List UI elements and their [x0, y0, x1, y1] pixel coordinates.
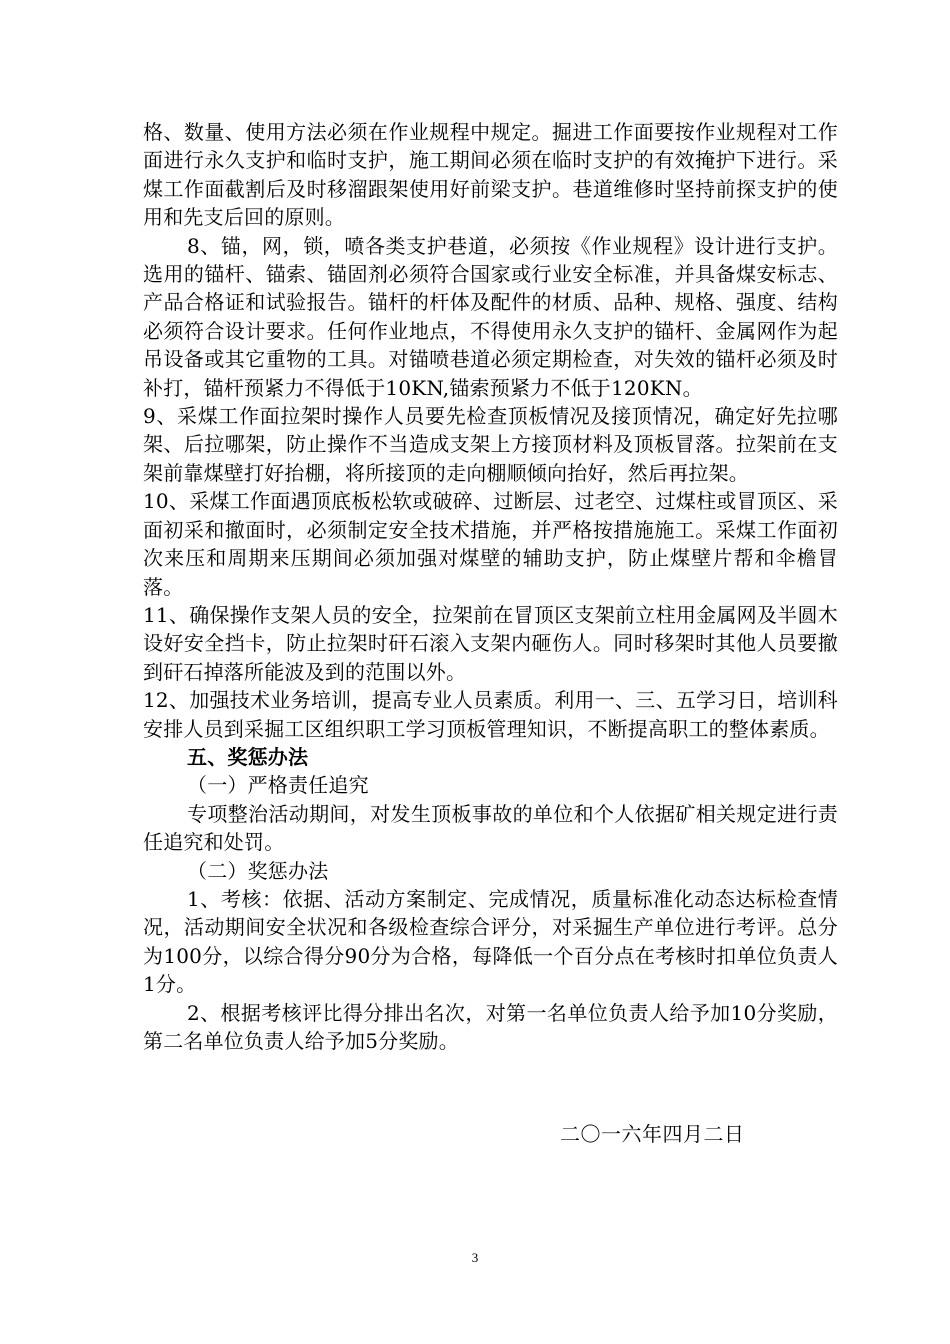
- paragraph-item-11: 11、确保操作支架人员的安全，拉架前在冒顶区支架前立柱用金属网及半圆木设好安全挡卡，防止拉架时矸石滚入支架内砸伤人。同时移架时其他人员要撤到矸石掉落所能波及到的范围以外。: [143, 602, 838, 684]
- paragraph-item-10: 10、采煤工作面遇顶底板松软或破碎、过断层、过老空、过煤柱或冒顶区、采面初采和撤面时，必须制定安全技术措施，并严格按措施施工。采煤工作面初次来压和周期来压期间必须加强对煤壁的辅助支护，防止煤壁片帮和伞檐冒落。: [143, 489, 838, 599]
- paragraph-ranking: 2、根据考核评比得分排出名次，对第一名单位负责人给予加10分奖励，第二名单位负责人给予加5分奖励。: [143, 1000, 838, 1053]
- paragraph-assessment: 1、考核：依据、活动方案制定、完成情况，质量标准化动态达标检查情况，活动期间安全状况和各级检查综合评分，对采掘生产单位进行考评。总分为100分，以综合得分90分为合格，每降低一个百分点在考核时扣单位负责人1分。: [143, 886, 838, 997]
- section-heading-rewards-penalties: 五、奖惩办法: [187, 744, 309, 769]
- document-date: 二〇一六年四月二日: [560, 1122, 745, 1146]
- subheading-rewards: （二）奖惩办法: [187, 858, 329, 883]
- paragraph-accountability: 专项整治活动期间，对发生顶板事故的单位和个人依据矿相关规定进行责任追究和处罚。: [143, 801, 838, 855]
- paragraph-item-12: 12、加强技术业务培训，提高专业人员素质。利用一、三、五学习日，培训科安排人员到采掘工区组织职工学习顶板管理知识，不断提高职工的整体素质。: [143, 688, 838, 741]
- paragraph-support-rules: 格、数量、使用方法必须在作业规程中规定。掘进工作面要按作业规程对工作面进行永久支护和临时支护，施工期间必须在临时支护的有效掩护下进行。采煤工作面截割后及时移溜跟架使用好前梁支护。巷道维修时坚持前探支护的使用和先支后回的原则。: [143, 120, 838, 230]
- subheading-accountability: （一）严格责任追究: [187, 773, 369, 798]
- document-body: [143, 118, 838, 1055]
- paragraph-item-8: 8、锚，网，锁，喷各类支护巷道，必须按《作业规程》设计进行支护。选用的锚杆、锚索、锚固剂必须符合国家或行业安全标准，并具备煤安标志、产品合格证和试验报告。锚杆的杆体及配件的材质、品种、规格、强度、结构必须符合设计要求。任何作业地点，不得使用永久支护的锚杆、金属网作为起吊设备或其它重物的工具。对锚喷巷道必须定期检查，对失效的锚杆必须及时补打，锚杆预紧力不得低于10KN,锚索预紧力不低于120KN。: [143, 233, 838, 400]
- paragraph-item-9: 9、采煤工作面拉架时操作人员要先检查顶板情况及接顶情况，确定好先拉哪架、后拉哪架，防止操作不当造成支架上方接顶材料及顶板冒落。拉架前在支架前靠煤壁打好抬棚，将所接顶的走向棚顺倾向抬好，然后再拉架。: [143, 404, 838, 485]
- page-number: 3: [471, 1250, 479, 1265]
